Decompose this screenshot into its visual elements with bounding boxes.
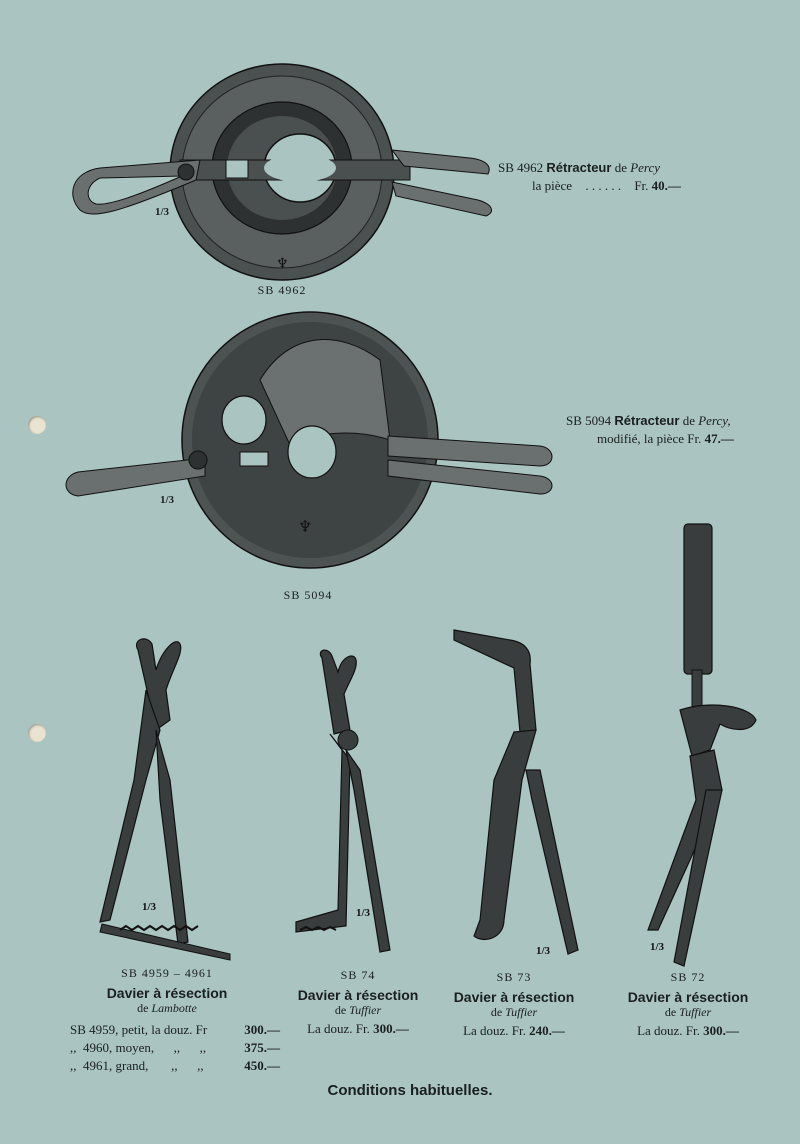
- svg-text:♆: ♆: [276, 256, 289, 272]
- forceps-lambotte-price-row: [70, 1022, 280, 1040]
- retractor-5094-de: de: [682, 413, 695, 428]
- forceps-sb72-price-label: La douz. Fr.: [637, 1023, 700, 1038]
- forceps-sb74-price: [280, 1021, 436, 1037]
- forceps-sb72-author: Tuffier: [679, 1005, 712, 1019]
- retractor-5094-unit: modifié, la pièce: [597, 431, 684, 446]
- forceps-lambotte-price-row: [70, 1058, 280, 1076]
- retractor-5094-price: 47.—: [704, 431, 734, 446]
- forceps-sb73-author-line: [436, 1005, 592, 1020]
- forceps-sb72-de: de: [664, 1005, 677, 1019]
- forceps-sb74-author: Tuffier: [349, 1003, 382, 1017]
- retractor-4962-scale: 1/3: [155, 206, 170, 218]
- retractor-4962-author: Percy: [630, 160, 661, 175]
- forceps-sb73-code: SB 73: [496, 970, 532, 984]
- retractor-5094-code: SB 5094: [566, 413, 612, 428]
- forceps-lambotte-block: [62, 966, 272, 1016]
- forceps-sb72-title: Davier à résection: [627, 989, 749, 1005]
- forceps-sb73-price: [436, 1023, 592, 1039]
- forceps-lambotte-price-list: [70, 1022, 280, 1076]
- forceps-lambotte-price-value: 375.—: [244, 1040, 280, 1055]
- svg-text:1/3: 1/3: [536, 945, 551, 957]
- retractor-5094-price-prefix: Fr.: [687, 431, 702, 446]
- retractor-4962-title: Rétracteur: [546, 160, 612, 175]
- forceps-lambotte-de: de: [137, 1001, 149, 1015]
- forceps-sb72-block: [610, 970, 766, 1039]
- forceps-lambotte-author: Lambotte: [151, 1001, 197, 1015]
- forceps-lambotte-code: SB 4959 – 4961: [121, 966, 213, 980]
- retractor-5094-price-line: [597, 431, 797, 447]
- forceps-sb74-illustration: [280, 650, 420, 970]
- forceps-lambotte-price-row: [70, 1040, 280, 1058]
- retractor-5094-title: Rétracteur: [614, 413, 680, 428]
- forceps-lambotte-price-label: ,, 4961, grand, ,, ,,: [70, 1058, 204, 1073]
- footer-conditions: Conditions habituelles.: [327, 1082, 493, 1099]
- forceps-lambotte-illustration: [80, 630, 280, 970]
- svg-text:1/3: 1/3: [142, 901, 157, 913]
- forceps-sb72-code: SB 72: [670, 970, 706, 984]
- forceps-sb74-author-line: [280, 1003, 436, 1018]
- forceps-lambotte-author-line: [62, 1001, 272, 1016]
- forceps-sb74-title: Davier à résection: [297, 987, 419, 1003]
- retractor-4962-illustration: [0, 0, 800, 300]
- forceps-sb73-de: de: [490, 1005, 503, 1019]
- retractor-4962-price-line: [532, 178, 792, 194]
- forceps-sb74-block: [280, 968, 436, 1037]
- forceps-sb74-code: SB 74: [340, 968, 376, 982]
- retractor-4962-de: de: [614, 160, 627, 175]
- retractor-5094-scale: 1/3: [160, 494, 175, 506]
- svg-text:♆: ♆: [298, 517, 313, 536]
- forceps-sb74-de: de: [334, 1003, 347, 1017]
- forceps-sb73-author: Tuffier: [505, 1005, 538, 1019]
- forceps-lambotte-price-label: SB 4959, petit, la douz. Fr: [70, 1022, 208, 1037]
- retractor-5094-author: Percy,: [698, 413, 731, 428]
- retractor-4962-code: SB 4962: [498, 160, 544, 175]
- forceps-sb73-block: [436, 970, 592, 1039]
- forceps-sb72-author-line: [610, 1005, 766, 1020]
- forceps-sb72-illustration: [610, 520, 770, 980]
- forceps-sb73-illustration: [440, 620, 600, 970]
- forceps-sb73-price-label: La douz. Fr.: [463, 1023, 526, 1038]
- forceps-sb72-price: [610, 1023, 766, 1039]
- forceps-sb72-price-value: 300.—: [703, 1023, 739, 1038]
- forceps-lambotte-price-value: 300.—: [244, 1022, 280, 1037]
- forceps-lambotte-title: Davier à résection: [106, 985, 228, 1001]
- retractor-4962-dots: . . . . . .: [585, 178, 622, 193]
- retractor-4962-price: 40.—: [651, 178, 681, 193]
- binder-hole-bottom: [28, 724, 46, 742]
- retractor-4962-description: [498, 160, 788, 176]
- forceps-sb74-price-value: 300.—: [373, 1021, 409, 1036]
- retractor-4962-caption: SB 4962: [257, 283, 307, 297]
- forceps-sb73-title: Davier à résection: [453, 989, 575, 1005]
- forceps-lambotte-price-label: ,, 4960, moyen, ,, ,,: [70, 1040, 207, 1055]
- svg-text:1/3: 1/3: [650, 941, 665, 953]
- retractor-4962-price-prefix: Fr.: [634, 178, 649, 193]
- forceps-sb73-price-value: 240.—: [529, 1023, 565, 1038]
- svg-text:1/3: 1/3: [356, 907, 371, 919]
- forceps-lambotte-price-value: 450.—: [244, 1058, 280, 1073]
- retractor-5094-description: [566, 413, 796, 429]
- forceps-sb74-price-label: La douz. Fr.: [307, 1021, 370, 1036]
- retractor-4962-unit: la pièce: [532, 178, 573, 193]
- retractor-5094-caption: SB 5094: [283, 588, 333, 602]
